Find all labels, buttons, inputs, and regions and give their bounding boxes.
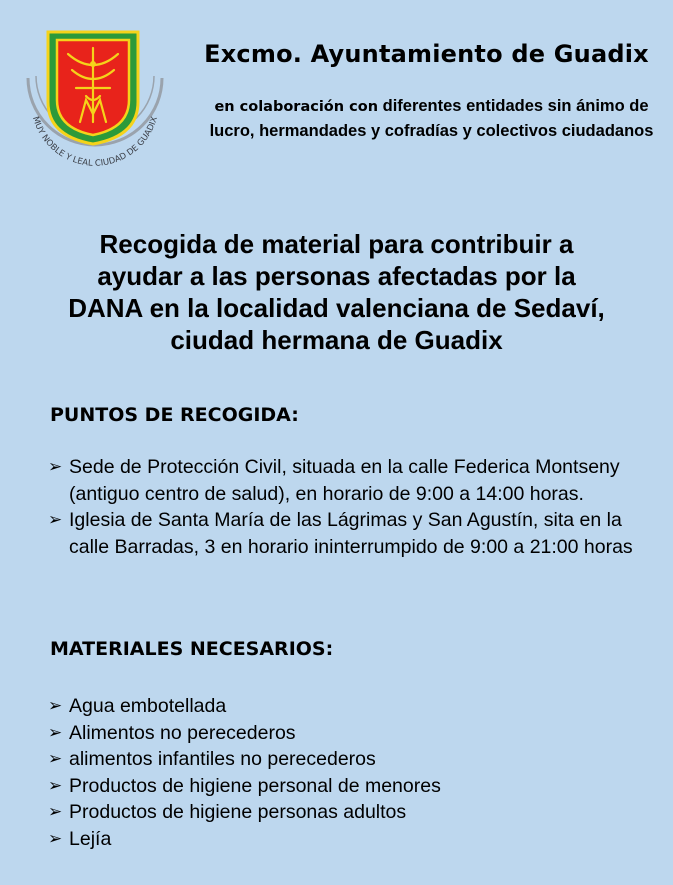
headline-line: ayudar a las personas afectadas por la (97, 261, 576, 291)
list-item (48, 454, 648, 507)
list-item-text: Lejía (69, 827, 112, 850)
list-item-text: Productos de higiene personas adultos (69, 801, 407, 823)
list-item (48, 507, 648, 560)
materials-list (48, 693, 608, 852)
list-item-text: Sede de Protección Civil, situada en la calle Federica Montseny (antiguo centro de salud), en horario de 9:00 a 14:00 horas. (69, 456, 620, 505)
guadix-coat-of-arms-logo (20, 18, 170, 168)
list-item-text: Agua embotellada (69, 695, 227, 717)
collection-points-list (48, 454, 648, 560)
materials-heading: MATERIALES NECESARIOS: (50, 638, 334, 660)
list-item (48, 826, 608, 853)
arrow-bullet-icon: ➢ (48, 802, 63, 822)
collaboration-subtitle (200, 94, 663, 143)
seal-motto-text: MUY NOBLE Y LEAL CIUDAD DE GUADIX (30, 115, 160, 168)
list-item (48, 693, 608, 720)
list-item-text: alimentos infantiles no perecederos (69, 748, 376, 770)
list-item (48, 746, 608, 773)
list-item-text: Iglesia de Santa María de las Lágrimas y San Agustín, sita en la calle Barradas, 3 en horario ininterrumpido de 9:00 a 21:00 horas (69, 509, 633, 558)
list-item (48, 773, 608, 800)
headline-line: DANA en la localidad valenciana de Sedaví, (68, 293, 605, 323)
campaign-headline (20, 228, 653, 356)
arrow-bullet-icon: ➢ (48, 775, 63, 796)
council-title: Excmo. Ayuntamiento de Guadix (204, 40, 649, 68)
arrow-bullet-icon: ➢ (48, 510, 63, 530)
list-item (48, 799, 608, 826)
list-item-text: Productos de higiene personal de menores (69, 774, 441, 797)
headline-line: Recogida de material para contribuir a (99, 229, 574, 259)
arrow-bullet-icon: ➢ (48, 457, 63, 477)
arrow-bullet-icon: ➢ (48, 749, 63, 769)
arrow-bullet-icon: ➢ (48, 696, 63, 716)
subtitle-lead: en colaboración con (214, 99, 379, 115)
headline-line: ciudad hermana de Guadix (170, 325, 503, 355)
collection-points-heading: PUNTOS DE RECOGIDA: (50, 404, 299, 426)
list-item-text: Alimentos no perecederos (69, 721, 296, 744)
arrow-bullet-icon: ➢ (48, 828, 63, 849)
subtitle-rest: diferentes entidades sin ánimo de lucro, hermandades y cofradías y colectivos ciudadanos (209, 97, 654, 140)
list-item (48, 720, 608, 747)
arrow-bullet-icon: ➢ (48, 722, 63, 743)
